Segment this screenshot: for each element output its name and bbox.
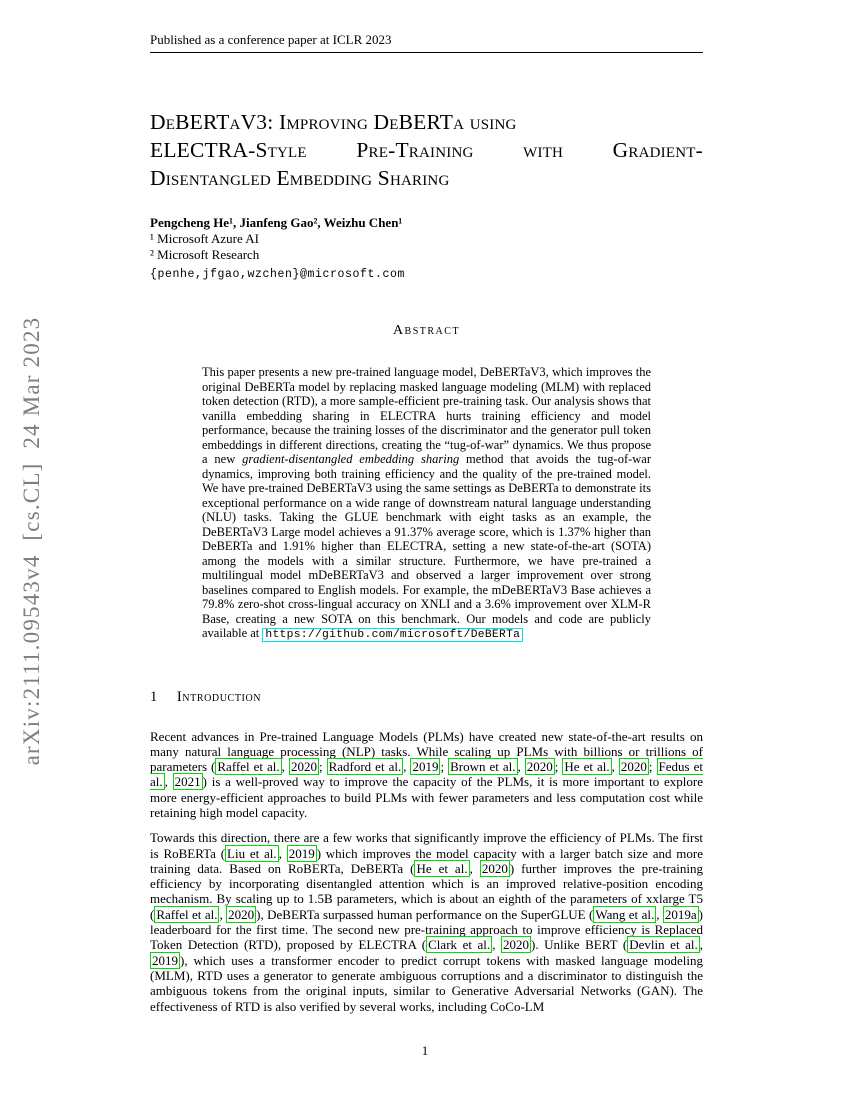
citation-link[interactable]: 2019: [412, 759, 439, 775]
citation-link[interactable]: Liu et al.: [227, 845, 277, 861]
citation-link[interactable]: He et al.: [416, 860, 468, 876]
paper-title-line: Disentangled Embedding Sharing: [150, 166, 450, 190]
citation-link[interactable]: Radford et al.: [328, 759, 402, 775]
running-header: [150, 0, 703, 53]
abstract-heading: Abstract: [392, 323, 461, 338]
citation-link[interactable]: Brown et al.: [450, 759, 516, 775]
citation-link[interactable]: 2020: [526, 759, 553, 775]
paper-title-line: DeBERTaV3: Improving DeBERTa using: [150, 110, 517, 134]
citation-link[interactable]: Clark et al.: [428, 937, 491, 953]
paper-title-line: ELECTRA-Style Pre-Training with Gradient-: [150, 138, 703, 162]
paper-content-column: [150, 0, 703, 1014]
citation-link[interactable]: Raffel et al.: [156, 906, 218, 922]
arxiv-stamp: arXiv:2111.09543v4 [cs.CL] 24 Mar 2023: [19, 316, 44, 766]
citation-link[interactable]: 2019: [288, 845, 315, 861]
page-number: 1: [421, 1043, 429, 1058]
author-block: [150, 215, 703, 283]
paper-title: [150, 108, 703, 192]
citation-link[interactable]: Wang et al.: [595, 906, 655, 922]
running-header-text: Published as a conference paper at ICLR 2023: [150, 32, 392, 47]
github-url-link[interactable]: https://github.com/microsoft/DeBERTa: [262, 628, 523, 642]
citation-link[interactable]: 2019: [152, 952, 178, 968]
citation-link[interactable]: 2020: [290, 759, 317, 775]
author-emails: {penhe,jfgao,wzchen}@microsoft.com: [150, 268, 406, 281]
affiliation-line: ² Microsoft Research: [150, 247, 260, 262]
affiliation-line: ¹ Microsoft Azure AI: [150, 231, 259, 246]
citation-link[interactable]: Fedus et al.: [150, 759, 703, 790]
emphasized-text: gradient-disentangled embedding sharing: [242, 452, 460, 466]
citation-link[interactable]: 2020: [620, 759, 647, 775]
author-names: Pengcheng He¹, Jianfeng Gao², Weizhu Chen¹: [150, 215, 403, 230]
abstract-text: This paper presents a new pre-trained language model, DeBERTaV3, which improves the original DeBERTa model by replacing masked language modeling (MLM) with replaced token detection (RTD), a more sample-efficient pre-training task. Our analysis shows that vanilla embedding sharing in ELECTRA hurts training efficiency and model performance, because the training losses of the discriminator and the generator pull token embeddings in different directions, creating the “tug-of-war” dynamics. We thus propose a new gradient-disentangled embedding sharing method that avoids the tug-of-war dynamics, improving both training efficiency and the quality of the pre-trained model. We have pre-trained DeBERTaV3 using the same settings as DeBERTa to demonstrate its exceptional performance on a wide range of downstream natural language understanding (NLU) tasks. Taking the GLUE benchmark with eight tasks as an example, the DeBERTaV3 Large model achieves a 91.37% average score, which is 1.37% higher than DeBERTa and 1.91% higher than ELECTRA, setting a new state-of-the-art (SOTA) among the models with a similar structure. Furthermore, we have pre-trained a multilingual model mDeBERTaV3 and observed a larger improvement over strong baselines compared to English models. For example, the mDeBERTaV3 Base achieves a 79.8% zero-shot cross-lingual accuracy on XNLI and a 3.6% improvement over XLM-R Base, creating a new SOTA on this benchmark. Our models and code are publicly available at https://github.com/microsoft/DeBERTa: [202, 365, 652, 641]
intro-paragraph: Towards this direction, there are a few works that significantly improve the efficiency of PLMs. The first is RoBERTa ( Liu et al. , 2019 ) which improves the model capacity with a larger batch size and more training data. Based on RoBERTa, DeBERTa ( He et al. , 2020 ) further improves the pre-training efficiency by incorporating disentangled attention which is an improved relative-position encoding mechanism. By scaling up to 1.5B parameters, which is about an eighth of the parameters of xxlarge T5 ( Raffel et al. , 2020 ), DeBERTa surpassed human performance on the SuperGLUE ( Wang et al. , 2019a ) leaderboard for the first time. The second new pre-training approach to improve efficiency is Replaced Token Detection (RTD), proposed by ELECTRA ( Clark et al. , 2020 ). Unlike BERT ( Devlin et al. , 2019 ), which uses a transformer encoder to predict corrupt tokens with masked language modeling (MLM), RTD uses a generator to generate ambiguous corruptions and a discriminator to distinguish the ambiguous tokens from the original inputs, similar to Generative Adversarial Networks (GAN). The effectiveness of RTD is also verified by several works, including CoCo-LM: [150, 830, 704, 1014]
citation-link[interactable]: Raffel et al.: [217, 759, 280, 775]
citation-link[interactable]: 2021: [174, 774, 201, 790]
citation-link[interactable]: 2020: [228, 906, 255, 922]
section-number: 1: [150, 688, 158, 705]
section-title: Introduction: [176, 688, 262, 705]
citation-link[interactable]: He et al.: [564, 759, 610, 775]
citation-link[interactable]: 2019a: [664, 906, 697, 922]
citation-link[interactable]: 2020: [481, 860, 508, 876]
intro-paragraph: Recent advances in Pre-trained Language Models (PLMs) have created new state-of-the-art results on many natural language processing (NLP) tasks. While scaling up PLMs with billions or trillions of parameters ( Raffel et al. , 2020 ; Radford et al. , 2019 ; Brown et al. , 2020 ; He et al. , 2020 ; Fedus et al. , 2021 ) is a well-proved way to improve the capacity of the PLMs, it is more important to explore more energy-efficient approaches to build PLMs with fewer parameters and less computation cost while retaining high model capacity.: [150, 728, 704, 820]
citation-link[interactable]: Devlin et al.: [629, 937, 698, 953]
section-heading-introduction: [150, 689, 703, 706]
citation-link[interactable]: 2020: [503, 937, 530, 953]
